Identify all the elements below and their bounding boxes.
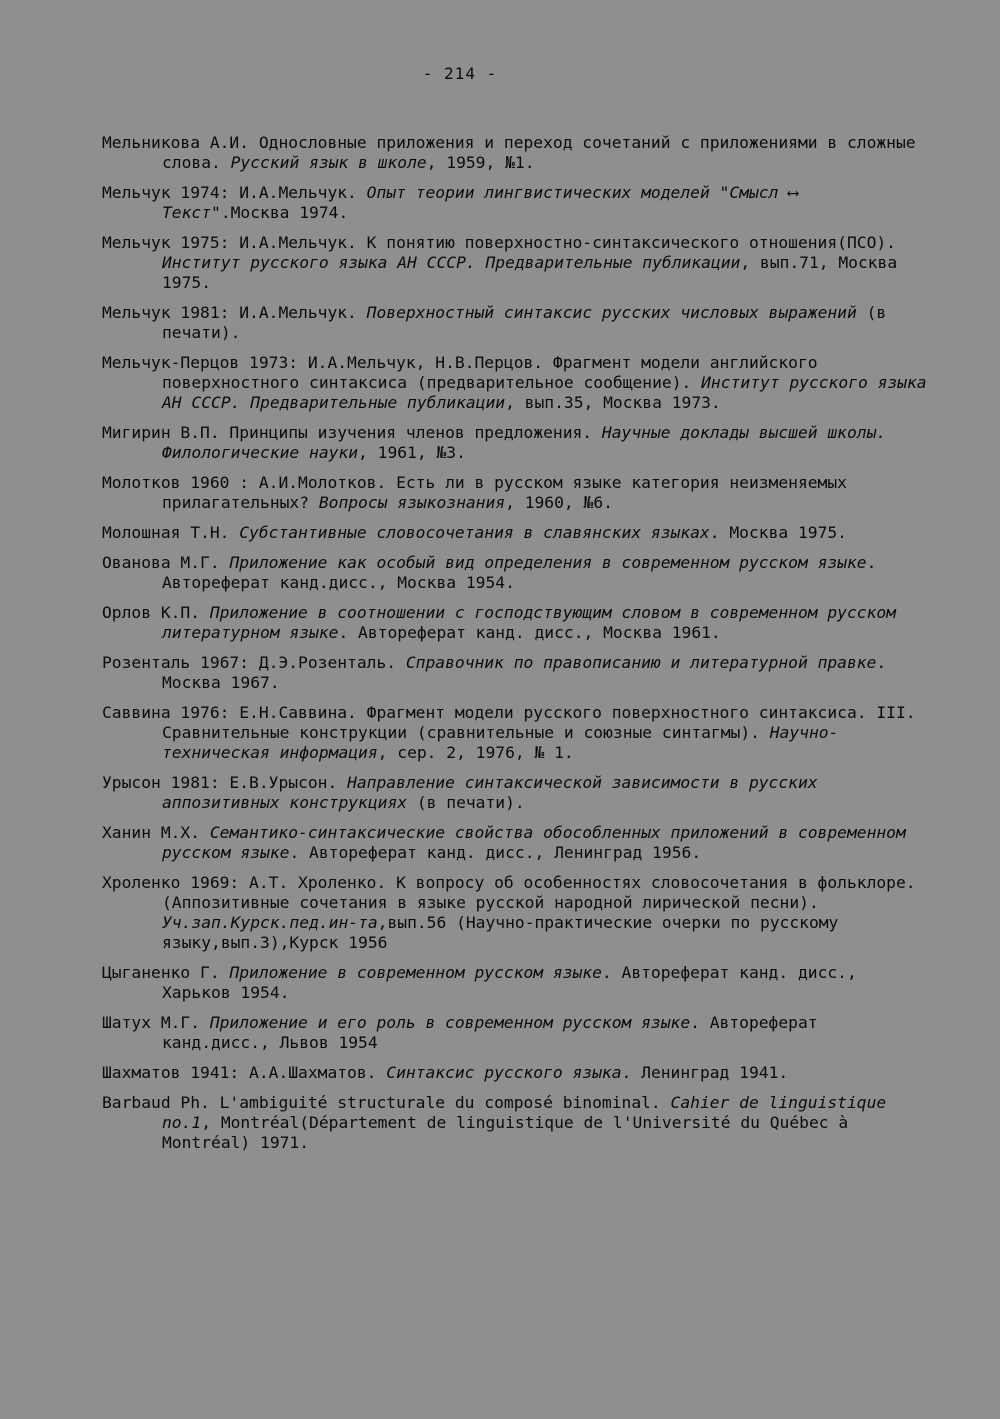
entry-text: .Москва 1974.: [220, 203, 349, 222]
entry-text: Молотков 1960 : А.И.Молотков. Есть ли в русском языке категория неизменяемых прилагательных?: [102, 473, 847, 512]
entry-title-italic: Приложение как особый вид определения в современном русском языке: [229, 553, 867, 572]
bibliography-entry: [102, 703, 932, 763]
entry-text: , 1960, №6.: [505, 493, 613, 512]
bibliography-entry: [102, 1013, 932, 1053]
bibliography-entry: [102, 353, 932, 413]
entry-text: Мельникова А.И. Однословные приложения и переход сочетаний с приложениями в сложные слова.: [102, 133, 916, 172]
entry-text: Хроленко 1969: А.Т. Хроленко. К вопросу об особенностях словосочетания в фольклоре. (Аппозитивные сочетания в языке русской народной лирической песни).: [102, 873, 916, 912]
entry-text: Молошная Т.Н.: [102, 523, 240, 542]
entry-text: Урысон 1981: Е.В.Урысон.: [102, 773, 348, 792]
entry-text: . Москва 1967.: [162, 653, 887, 692]
bibliography-entry: [102, 873, 932, 953]
entry-text: , вып.35, Москва 1973.: [505, 393, 721, 412]
entry-text: Ханин М.Х.: [102, 823, 210, 842]
bibliography-entry: [102, 183, 932, 223]
entry-title-italic: Уч.зап.Курск.пед.ин-та: [162, 913, 378, 932]
entry-text: , Montréal(Département de linguistique de l'Université du Québec à Montréal) 1971.: [162, 1113, 849, 1152]
bibliography-entry: [102, 823, 932, 863]
bibliography-entry: [102, 133, 932, 173]
entry-text: Саввина 1976: Е.Н.Саввина. Фрагмент модели русского поверхностного синтаксиса. III. Сравнительные конструкции (сравнительные и союзные синтагмы).: [102, 703, 916, 742]
entry-title-italic: Научные доклады высшей школы. Филологические науки: [162, 423, 887, 462]
bibliography-entry: [102, 603, 932, 643]
entry-title-italic: Научно-техническая информация: [162, 723, 839, 762]
entry-title-italic: Вопросы языкознания: [318, 493, 506, 512]
bibliography-entry: [102, 653, 932, 693]
entry-text: Мельчук 1974: И.А.Мельчук.: [102, 183, 367, 202]
bibliography-list: [102, 133, 932, 1163]
entry-text: . Автореферат канд.дисс., Москва 1954.: [162, 553, 877, 592]
bibliography-entry: [102, 553, 932, 593]
entry-text: Розенталь 1967: Д.Э.Розенталь.: [102, 653, 406, 672]
bibliography-entry: [102, 473, 932, 513]
entry-text: Орлов К.П.: [102, 603, 210, 622]
entry-text: , 1961, №3.: [358, 443, 466, 462]
entry-title-italic: Приложение в соотношении с господствующим словом в современном русском литературном языке: [162, 603, 896, 642]
entry-text: . Автореферат канд. дисс., Харьков 1954.: [162, 963, 857, 1002]
entry-title-italic: Институт русского языка АН СССР. Предварительные публикации: [162, 253, 741, 272]
entry-text: Мельчук-Перцов 1973: И.А.Мельчук, Н.В.Перцов. Фрагмент модели английского поверхностного синтаксиса (предварительное сообщение).: [102, 353, 818, 392]
bibliography-entry: [102, 1093, 932, 1153]
entry-title-italic: Институт русского языка АН СССР. Предварительные публикации: [162, 373, 927, 412]
entry-text: Мигирин В.П. Принципы изучения членов предложения.: [102, 423, 602, 442]
entry-title-italic: Субстантивные словосочетания в славянских языках: [239, 523, 710, 542]
bibliography-entry: [102, 303, 932, 343]
bibliography-entry: [102, 423, 932, 463]
entry-title-italic: Опыт теории лингвистических моделей "Смысл ⟷ Текст": [162, 183, 798, 222]
entry-text: . Ленинград 1941.: [621, 1063, 789, 1082]
entry-text: . Автореферат канд.дисс., Львов 1954: [162, 1013, 818, 1052]
entry-title-italic: Справочник по правописанию и литературной правке: [405, 653, 877, 672]
entry-text: (в печати).: [407, 793, 525, 812]
entry-title-italic: Направление синтаксической зависимости в русских аппозитивных конструкциях: [162, 773, 818, 812]
entry-text: ,вып.56 (Научно-практические очерки по русскому языку,вып.3),Курск 1956: [162, 913, 839, 952]
bibliography-entry: [102, 773, 932, 813]
entry-title-italic: Cahier de linguistique no.1: [162, 1093, 887, 1132]
bibliography-entry: [102, 1063, 932, 1083]
entry-text: , сер. 2, 1976, № 1.: [377, 743, 574, 762]
entry-title-italic: Поверхностный синтаксис русских числовых выражений: [366, 303, 857, 322]
entry-text: . Автореферат канд. дисс., Москва 1961.: [338, 623, 721, 642]
entry-text: Шахматов 1941: А.А.Шахматов.: [102, 1063, 387, 1082]
entry-title-italic: Русский язык в школе: [230, 153, 427, 172]
entry-text: Цыганенко Г.: [102, 963, 230, 982]
entry-text: Мельчук 1975: И.А.Мельчук. К понятию поверхностно-синтаксического отношения(ПСО).: [102, 233, 896, 252]
page-number: - 214 -: [422, 64, 498, 83]
bibliography-entry: [102, 963, 932, 1003]
entry-text: (в печати).: [162, 303, 887, 342]
entry-text: Мельчук 1981: И.А.Мельчук.: [102, 303, 367, 322]
entry-title-italic: Приложение и его роль в современном русском языке: [209, 1013, 691, 1032]
entry-text: , вып.71, Москва 1975.: [162, 253, 898, 292]
entry-text: . Автореферат канд. дисс., Ленинград 1956.: [289, 843, 702, 862]
entry-text: . Москва 1975.: [709, 523, 847, 542]
entry-text: Ованова М.Г.: [102, 553, 230, 572]
entry-title-italic: Семантико-синтаксические свойства обособленных приложений в современном русском языке: [162, 823, 906, 862]
entry-text: , 1959, №1.: [426, 153, 535, 172]
entry-text: Barbaud Ph. L'ambiguité structurale du composé binominal.: [102, 1093, 671, 1112]
bibliography-entry: [102, 523, 932, 543]
entry-title-italic: Приложение в современном русском языке: [229, 963, 602, 982]
entry-title-italic: Синтаксис русского языка: [386, 1063, 622, 1082]
entry-text: Шатух М.Г.: [102, 1013, 210, 1032]
bibliography-entry: [102, 233, 932, 293]
